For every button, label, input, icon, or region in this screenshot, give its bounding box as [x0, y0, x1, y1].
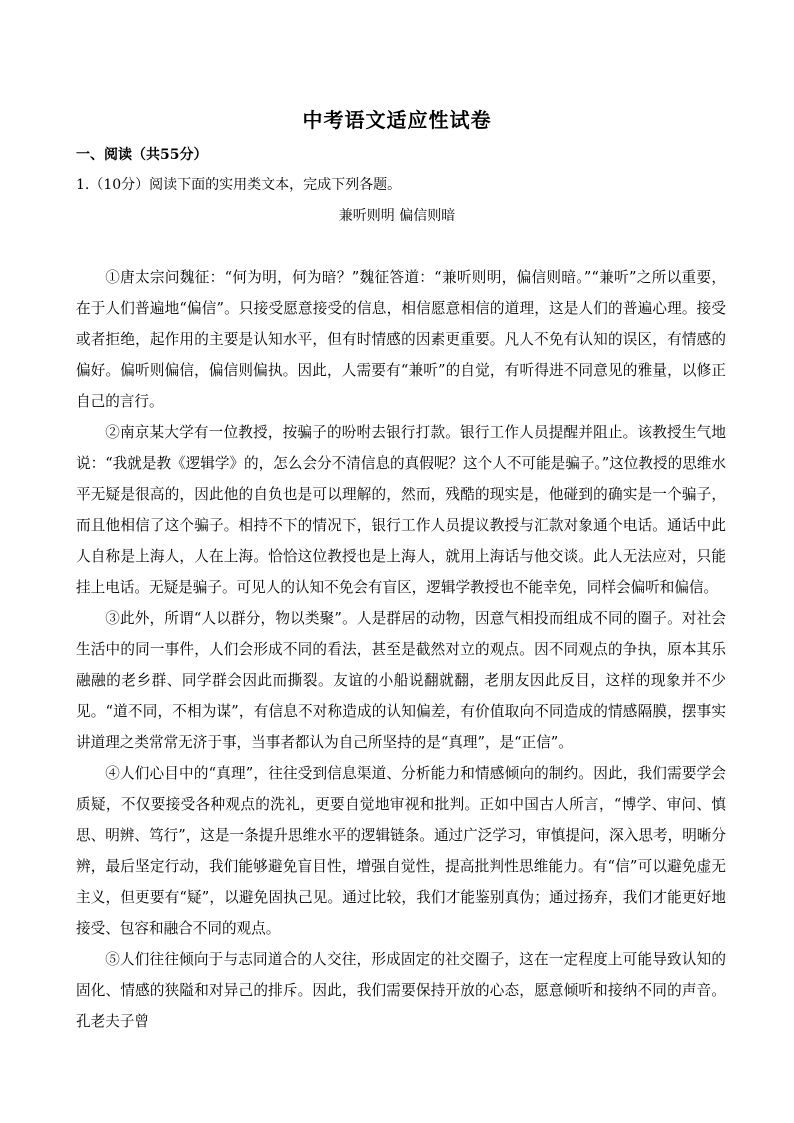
paragraph-3: ③此外，所谓“人以群分，物以类聚”。人是群居的动物，因意气相投而组成不同的圈子。对社会生活中的同一事件，人们会形成不同的看法，甚至是截然对立的观点。因不同观点的争执，原本其乐融融的老乡群、同学群会因此而撕裂。友谊的小船说翻就翻，老朋友因此反目，这样的现象并不少见。“道不同，不相为谋”，有信息不对称造成的认知偏差，有价值取向不同造成的情感隔膜，摆事实讲道理之类常常无济于事，当事者都认为自己所坚持的是“真理”，是“正信”。 [76, 610, 726, 751]
question-instruction: 1.（10分）阅读下面的实用类文本，完成下列各题。 [76, 177, 402, 193]
paragraph-1: ①唐太宗问魏征：“何为明，何为暗？”魏征答道：“兼听则明，偏信则暗。”“兼听”之所以重要，在于人们普遍地“偏信”。只接受愿意接受的信息，相信愿意相信的道理，这是人们的普遍心理。接受或者拒绝，起作用的主要是认知水平，但有时情感的因素更重要。凡人不免有认知的误区，有情感的偏好。偏听则偏信，偏信则偏执。因此，人需要有“兼听”的自觉，有听得进不同意见的雅量，以修正自己的言行。 [76, 269, 726, 410]
paragraph-5: ⑤人们往往倾向于与志同道合的人交往，形成固定的社交圈子，这在一定程度上可能导致认知的固化、情感的狭隘和对异己的排斥。因此，我们需要保持开放的心态，愿意倾听和接纳不同的声音。孔老夫子曾 [76, 951, 726, 1030]
article-body [76, 262, 726, 1037]
section-heading: 一、阅读（共55分） [76, 147, 208, 163]
paragraph-4: ④人们心目中的“真理”，往往受到信息渠道、分析能力和情感倾向的制约。因此，我们需要学会质疑，不仅要接受各种观点的洗礼，更要自觉地审视和批判。正如中国古人所言，“博学、审问、慎思、明辨、笃行”，这是一条提升思维水平的逻辑链条。通过广泛学习，审慎提问，深入思考，明晰分辨，最后坚定行动，我们能够避免盲目性，增强自觉性，提高批判性思维能力。有“信”可以避免虚无主义，但更要有“疑”，以避免固执己见。通过比较，我们才能鉴别真伪；通过扬弃，我们才能更好地接受、包容和融合不同的观点。 [76, 765, 726, 937]
page-title: 中考语文适应性试卷 [302, 108, 492, 132]
paragraph-2: ②南京某大学有一位教授，按骗子的吩咐去银行打款。银行工作人员提醒并阻止。该教授生气地说：“我就是教《逻辑学》的，怎么会分不清信息的真假呢？这个人不可能是骗子。”这位教授的思维水平无疑是很高的，因此他的自负也是可以理解的，然而，残酷的现实是，他碰到的确实是一个骗子，而且他相信了这个骗子。相持不下的情况下，银行工作人员提议教授与汇款对象通个电话。通话中此人自称是上海人，人在上海。恰恰这位教授也是上海人，就用上海话与他交谈。此人无法应对，只能挂上电话。无疑是骗子。可见人的认知不免会有盲区，逻辑学教授也不能幸免，同样会偏听和偏信。 [76, 424, 726, 596]
article-title: 兼听则明 偏信则暗 [338, 208, 456, 224]
